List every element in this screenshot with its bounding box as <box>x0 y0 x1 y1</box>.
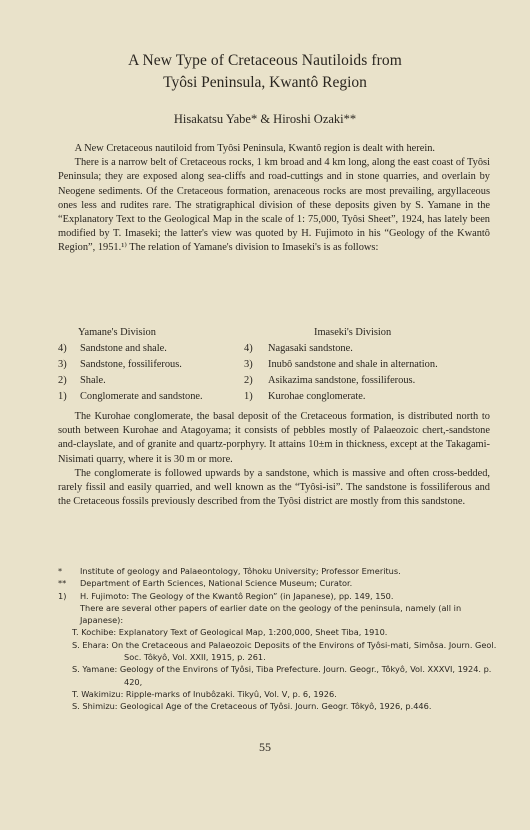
paragraph: The conglomerate is followed upwards by a sandstone, which is massive and often cross-bedded, rarely fissil and easily quarried, and well known as the “Tyôsi-isi”. The sandstone is fossiliferous and the Cretaceous fossils previously described from the Tyôsi district are mostly from this sandstone. <box>58 467 490 508</box>
paragraph: The Kurohae conglomerate, the basal deposit of the Cretaceous formation, is distributed north to south between Kurohae and Atagoyama; it consists of pebbles mostly of Palaeozoic chert,-sandstone and-clayslate, and of granite and quartz-porphyry. It attains 10±m in thickness, except at the Takagami-Nisimati quarry, where it is 30 m or more. <box>58 411 490 465</box>
footnote-text: Department of Earth Sciences, National Science Museum; Curator. <box>80 578 353 589</box>
division-row <box>244 373 504 389</box>
row-number: 1) <box>58 391 67 402</box>
row-text: Kurohae conglomerate. <box>268 391 366 402</box>
reference-text: T. Wakimizu: Ripple-marks of Inubôzaki. Tikyû, Vol. V, p. 6, 1926. <box>72 688 337 699</box>
footnote-mark: 1) <box>58 590 67 601</box>
reference-text: S. Shimizu: Geological Age of the Cretaceous of Tyôsi. Journ. Geogr. Tôkyô, 1926, p.446. <box>72 701 432 712</box>
division-row <box>58 373 248 389</box>
row-number: 2) <box>58 375 67 386</box>
title-line-1: A New Type of Cretaceous Nautiloids from <box>128 52 402 69</box>
footnote <box>58 590 498 602</box>
page-number: 55 <box>259 740 271 754</box>
reference-text: T. Kochibe: Explanatory Text of Geological Map, 1:200,000, Sheet Tiba, 1910. <box>72 627 388 638</box>
title-line-2: Tyôsi Peninsula, Kwantô Region <box>163 74 367 91</box>
row-number: 4) <box>58 343 67 354</box>
footnote-mark: * <box>58 566 63 576</box>
footnote-mark: ** <box>58 578 67 589</box>
authors: Hisakatsu Yabe* & Hiroshi Ozaki** <box>173 112 357 126</box>
yamane-division-header: Yamane's Division <box>78 327 156 338</box>
body-intro <box>58 142 490 256</box>
row-text: Sandstone and shale. <box>80 343 167 354</box>
row-text: Nagasaki sandstone. <box>268 343 353 354</box>
division-row <box>58 341 248 357</box>
footnote <box>58 577 498 589</box>
division-row <box>244 389 504 405</box>
imaseki-division-column <box>244 325 504 405</box>
row-text: Sandstone, fossiliferous. <box>80 359 182 370</box>
row-number: 1) <box>244 391 253 402</box>
row-number: 4) <box>244 343 253 354</box>
paragraph: There is a narrow belt of Cretaceous rocks, 1 km broad and 4 km long, along the east coast of Tyôsi Peninsula; they are exposed along sea-cliffs and road-cuttings and in stone quarries, and overlain by Neogene sediments. Of the Cretaceous formation, arenaceous rocks are most prevailing, argyllaceous ones less and rudites rare. The stratigraphical division of these deposits given by S. Yamane in the “Explanatory Text to the Geological Map in the scale of 1: 75,000, Tyôsi Sheet”, 1924, has lately been modified by T. Imaseki; the latter's view was quoted by H. Fujimoto in his “Geology of the Kwantô Region”, 1951.¹⁾ The relation of Yamane's division to Imaseki's is as follows: <box>58 157 490 254</box>
division-row <box>58 389 248 405</box>
row-text: Conglomerate and sandstone. <box>80 391 203 402</box>
reference-item <box>58 663 498 688</box>
row-number: 2) <box>244 375 253 386</box>
row-text: Asikazima sandstone, fossiliferous. <box>268 375 416 386</box>
paragraph: A New Cretaceous nautiloid from Tyôsi Peninsula, Kwantô region is dealt with herein. <box>74 143 435 154</box>
footnote-continuation: There are several other papers of earlier date on the geology of the peninsula, namely (all in Japanese): <box>80 602 462 626</box>
reference-text: S. Yamane: Geology of the Environs of Tyôsi, Tiba Prefecture. Journ. Geogr., Tôkyô, Vol. XXXVI, 1924. p. 420, <box>72 664 492 687</box>
yamane-division-column <box>58 325 248 405</box>
division-row <box>244 341 504 357</box>
reference-item <box>58 626 498 638</box>
footnotes <box>58 565 498 713</box>
row-text: Inubô sandstone and shale in alternation. <box>268 359 438 370</box>
reference-item <box>58 639 498 664</box>
row-text: Shale. <box>80 375 106 386</box>
row-number: 3) <box>244 359 253 370</box>
imaseki-division-header: Imaseki's Division <box>314 327 392 338</box>
division-row <box>58 357 248 373</box>
reference-item <box>58 700 498 712</box>
footnote-text: Institute of geology and Palaeontology, Tôhoku University; Professor Emeritus. <box>80 566 401 576</box>
reference-text: S. Ehara: On the Cretaceous and Palaeozoic Deposits of the Environs of Tyôsi-mati, Simôsa. Journ. Geol. Soc. Tôkyô, Vol. XXII, 1915, p. 261. <box>72 639 497 663</box>
division-row <box>244 357 504 373</box>
body-continued <box>58 410 490 509</box>
row-number: 3) <box>58 359 67 370</box>
footnote-text: H. Fujimoto: The Geology of the Kwantô Region” (in Japanese), pp. 149, 150. <box>80 590 394 601</box>
reference-item <box>58 688 498 700</box>
footnote <box>58 565 498 577</box>
